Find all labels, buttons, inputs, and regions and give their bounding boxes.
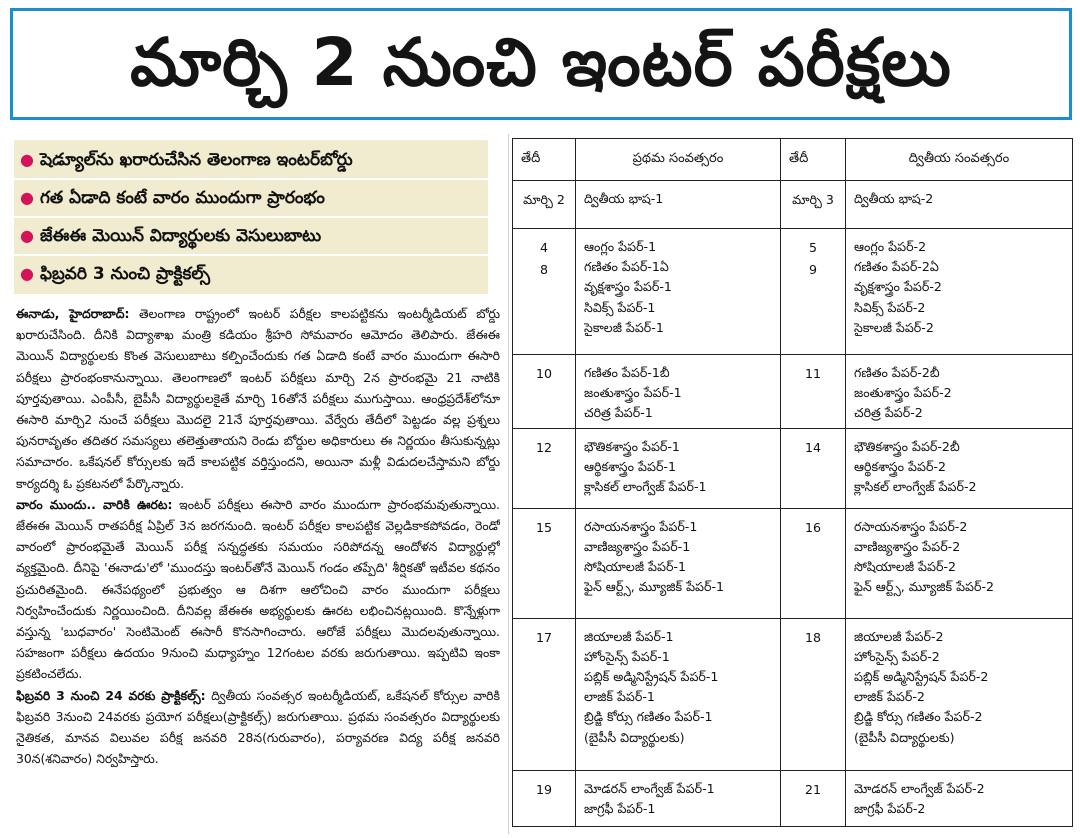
article-paragraph — [16, 494, 500, 685]
column-header: తేదీ — [513, 139, 576, 181]
subjects-cell — [576, 508, 781, 618]
subjects-cell — [846, 181, 1073, 229]
exam-subject: వృక్షశాస్త్రం పేపర్-2 — [854, 279, 942, 295]
subjects-cell — [576, 181, 781, 229]
exam-date: 9 — [808, 262, 817, 277]
exam-subject: మోడరన్ లాంగ్వేజ్ పేపర్-1 — [584, 780, 715, 796]
table-row — [513, 618, 1073, 770]
exam-subject: జియాలజీ పేపర్-1 — [584, 628, 674, 644]
date-cell — [781, 229, 846, 355]
date-cell — [781, 770, 846, 826]
exam-subject: మోడరన్ లాంగ్వేజ్ పేపర్-2 — [854, 780, 985, 796]
exam-subject: సోషియాలజీ పేపర్-1 — [584, 559, 686, 575]
exam-subject: సివిక్స్ పేపర్-2 — [854, 299, 926, 315]
subjects-cell — [846, 428, 1073, 508]
date-cell — [513, 355, 576, 429]
exam-subject: సైకాలజీ పేపర్-1 — [584, 319, 664, 335]
exam-subject: చరిత్ర పేపర్-1 — [584, 405, 653, 421]
exam-subject: హోంసైన్స్ పేపర్-1 — [584, 648, 670, 664]
exam-subject: పబ్లిక్ అడ్మినిస్ట్రేషన్ పేపర్-2 — [854, 669, 989, 685]
highlight-text: షెడ్యూల్‌ను ఖరారుచేసిన తెలంగాణ ఇంటర్‌బోర్డు — [39, 150, 353, 170]
subjects-cell — [846, 508, 1073, 618]
column-header: ప్రథమ సంవత్సరం — [576, 139, 781, 181]
exam-subject: ఫైన్ ఆర్ట్స్, మ్యూజిక్ పేపర్-1 — [584, 579, 725, 595]
date-cell — [781, 181, 846, 229]
date-cell — [513, 618, 576, 770]
subjects-cell — [846, 770, 1073, 826]
date-cell — [781, 428, 846, 508]
exam-subject: ఆర్థికశాస్త్రం పేపర్-1 — [584, 458, 676, 474]
bullet-dot-icon: ● — [20, 264, 34, 283]
table-row — [513, 770, 1073, 826]
exam-subject: లాజిక్ పేపర్-1 — [584, 689, 655, 705]
subjects-cell — [846, 618, 1073, 770]
exam-subject: రసాయనశాస్త్రం పేపర్-2 — [854, 518, 968, 534]
paragraph-text: తెలంగాణ రాష్ట్రంలో ఇంటర్ పరీక్షల కాలపట్టికను ఇంటర్మీడియట్ బోర్డు ఖరారుచేసింది. దీనికి విద్యాశాఖ మంత్రి కడియం శ్రీహరి సోమవారం ఆమోదం తెలిపారు. జేఈఈ మెయిన్ విద్యార్థులకు కొంత వెసులుబాటు కల్పించేందుకు గత ఏడాది కంటే వారం ముందుగా ఈసారి పరీక్షలు ప్రారంభంకానున్నాయి. తెలంగాణలో ఇంటర్ పరీక్షలు మార్చి 2న ప్రారంభమై 21 నాటికి పూర్తవుతాయి. ఎంపీసీ, బైపీసీ విద్యార్థులకైతే మార్చి 16తోనే పరీక్షలు ముగుస్తాయి. ఆంధ్రప్రదేశ్‌లోనూ ఈసారి మార్చి2 నుంచే పరీక్షలు మొదలై 21నే పూర్తవుతాయి. వేర్వేరు తేదీలో పెట్టడం వల్ల ప్రశ్నలు పునరావృతం తదితర సమస్యలు తలెత్తుతాయని రెండు బోర్డుల అధికారులు ఈ నిర్ణయం తీసుకున్నట్లు సమాచారం. ఒకేషనల్ కోర్సులకు ఇదే కాలపట్టిక వర్తిస్తుందని, అయినా మళ్లీ విడుదలచేస్తామని బోర్డు కార్యదర్శి ఓ ప్రకటనలో పేర్కొన్నారు. — [16, 306, 500, 491]
date-cell — [513, 229, 576, 355]
dateline: ఈనాడు, హైదరాబాద్: — [16, 306, 130, 321]
highlight-item — [20, 256, 484, 292]
subheading: ఫిబ్రవరి 3 నుంచి 24 వరకు ప్రాక్టికల్స్: — [16, 687, 206, 703]
subjects-cell — [576, 428, 781, 508]
exam-subject: గణితం పేపర్-2ఏ — [854, 259, 939, 275]
date-cell — [513, 508, 576, 618]
exam-subject: ఆంగ్లం పేపర్-1 — [584, 239, 657, 254]
exam-date: 8 — [539, 262, 548, 277]
table-header-row — [513, 139, 1073, 181]
date-cell — [781, 508, 846, 618]
highlight-text: గత ఏడాది కంటే వారం ముందుగా ప్రారంభం — [39, 188, 325, 208]
exam-date: 14 — [804, 439, 822, 455]
headline: మార్చి 2 నుంచి ఇంటర్ పరీక్షలు — [130, 24, 952, 101]
date-cell — [513, 181, 576, 229]
exam-date: 15 — [535, 519, 553, 535]
exam-date: మార్చి 3 — [792, 192, 834, 207]
exam-date: 11 — [804, 366, 822, 381]
date-cell — [781, 618, 846, 770]
exam-subject: క్లాసికల్ లాంగ్వేజ్ పేపర్-1 — [584, 479, 707, 495]
paragraph-text: ద్వితీయ సంవత్సర ఇంటర్మీడియట్, ఒకేషనల్ కోర్సుల వారికి ఫిబ్రవరి 3నుంచి 24వరకు ప్రయోగ పరీక్షలు(ప్రాక్టికల్స్) జరుగుతాయి. ప్రథమ సంవత్సరం విద్యార్థులకు నైతికత, మానవ విలువల పరీక్ష జనవరి 28న(గురువారం), పర్యావరణ విద్య పరీక్ష జనవరి 30న(శనివారం) నిర్వహిస్తారు. — [16, 687, 500, 767]
exam-subject: జాగ్రఫీ పేపర్-2 — [854, 800, 926, 816]
exam-date: 12 — [535, 439, 553, 455]
subjects-cell — [576, 229, 781, 355]
bullet-dot-icon: ● — [20, 150, 34, 169]
exam-subject: ద్వితీయ భాష-1 — [584, 191, 664, 206]
exam-subject: జాగ్రఫీ పేపర్-1 — [584, 800, 656, 816]
table-row — [513, 229, 1073, 355]
exam-subject: జంతుశాస్త్రం పేపర్-1 — [584, 385, 682, 401]
column-header: తేదీ — [781, 139, 846, 181]
exam-date: 19 — [535, 781, 553, 797]
exam-subject: రసాయనశాస్త్రం పేపర్-1 — [584, 518, 698, 534]
exam-date: 4 — [539, 240, 548, 255]
paragraph-text: ఇంటర్ పరీక్షలు ఈసారి వారం ముందుగా ప్రారంభమవుతున్నాయి. జేఈఈ మెయిన్ రాతపరీక్ష ఏప్రిల్ 3న జరగనుంది. ఇంటర్ పరీక్షల కాలపట్టిక వెల్లడికాకపోవడం, రెండో వారంలో ప్రారంభమైతే మెయిన్ పరీక్ష సన్నద్ధతకు సమయం సరిపోదన్న ఆందోళన విద్యార్థుల్లో వ్యక్తమైంది. దీనిపై 'ఈనాడు'లో 'ముందస్తు ఇంటర్‌తోనే మెయిన్ గండం తప్పేది' శీర్షికతో ఇటీవల కథనం ప్రచురితమైంది. ఈనేపథ్యంలో ప్రభుత్వం ఆ దిశగా ఆలోచించి వారం ముందుగా పరీక్షలు నిర్వహించేందుకు నిర్ణయించింది. దీనివల్ల జేఈఈ అభ్యర్థులకు ఊరట లభించినట్లయింది. కొన్నేళ్లుగా వస్తున్న 'బుధవారం' సెంటిమెంట్ ఈసారీ కొనసాగించారు. ఆరోజే పరీక్షలు మొదలవుతున్నాయి. సహజంగా పరీక్షలు ఉదయం 9నుంచి మధ్యాహ్నం 12గంటల వరకు జరుగుతాయి. ఇప్పటివి ఇంకా ప్రకటించలేదు. — [16, 496, 500, 682]
date-cell — [513, 770, 576, 826]
bullet-dot-icon: ● — [20, 188, 34, 207]
column-header: ద్వితీయ సంవత్సరం — [846, 139, 1073, 181]
exam-subject: గణితం పేపర్-1ఏ — [584, 259, 669, 275]
table-row — [513, 508, 1073, 618]
highlight-text: ఫిబ్రవరి 3 నుంచి ప్రాక్టికల్స్ — [39, 264, 211, 284]
exam-subject: ఆర్థికశాస్త్రం పేపర్-2 — [854, 458, 946, 474]
headline-box — [10, 8, 1072, 120]
article-paragraph — [16, 685, 500, 770]
exam-subject: గణితం పేపర్-1బీ — [584, 365, 670, 380]
date-cell — [513, 428, 576, 508]
highlight-item — [20, 142, 484, 178]
exam-date: 21 — [804, 781, 822, 797]
subheading: వారం ముందు.. వారికి ఊరట: — [16, 496, 173, 512]
exam-subject: సివిక్స్ పేపర్-1 — [584, 299, 656, 315]
highlights-box — [14, 140, 488, 294]
exam-subject: లాజిక్ పేపర్-2 — [854, 689, 925, 705]
subjects-cell — [846, 355, 1073, 429]
article-paragraph — [16, 303, 500, 494]
exam-subject: క్లాసికల్ లాంగ్వేజ్ పేపర్-2 — [854, 479, 977, 495]
exam-subject: పబ్లిక్ అడ్మినిస్ట్రేషన్ పేపర్-1 — [584, 669, 719, 685]
subjects-cell — [576, 355, 781, 429]
exam-subject: ఆంగ్లం పేపర్-2 — [854, 239, 927, 254]
exam-subject: బ్రిడ్జి కోర్సు గణితం పేపర్-2 — [854, 709, 983, 725]
exam-date: 17 — [535, 629, 553, 645]
table-row — [513, 428, 1073, 508]
exam-subject: చరిత్ర పేపర్-2 — [854, 405, 923, 421]
exam-date: మార్చి 2 — [523, 192, 565, 207]
exam-subject: వాణిజ్యశాస్త్రం పేపర్-1 — [584, 538, 691, 554]
subjects-cell — [846, 229, 1073, 355]
highlight-text: జేఈఈ మెయిన్ విద్యార్థులకు వెసులుబాటు — [39, 226, 322, 246]
table-row — [513, 355, 1073, 429]
exam-subject: వృక్షశాస్త్రం పేపర్-1 — [584, 279, 672, 295]
article-body — [16, 303, 500, 833]
exam-subject: భౌతికశాస్త్రం పేపర్-1 — [584, 438, 680, 454]
exam-subject: జియాలజీ పేపర్-2 — [854, 628, 944, 644]
bullet-dot-icon: ● — [20, 226, 34, 245]
exam-subject: జంతుశాస్త్రం పేపర్-2 — [854, 385, 952, 401]
exam-date: 16 — [804, 519, 822, 535]
exam-schedule-table — [512, 138, 1073, 827]
exam-subject: భౌతికశాస్త్రం పేపర్-2బీ — [854, 438, 960, 454]
subjects-cell — [576, 618, 781, 770]
table-row — [513, 181, 1073, 229]
column-divider — [508, 134, 509, 834]
exam-date: 10 — [535, 366, 553, 381]
exam-subject: (బైపీసీ విద్యార్థులకు) — [854, 729, 955, 745]
exam-subject: ద్వితీయ భాష-2 — [854, 191, 934, 206]
highlight-item — [20, 180, 484, 216]
subjects-cell — [576, 770, 781, 826]
exam-subject: వాణిజ్యశాస్త్రం పేపర్-2 — [854, 538, 961, 554]
exam-subject: బ్రిడ్జి కోర్సు గణితం పేపర్-1 — [584, 709, 713, 725]
exam-date: 5 — [808, 240, 817, 255]
exam-subject: హోంసైన్స్ పేపర్-2 — [854, 648, 940, 664]
exam-subject: గణితం పేపర్-2బీ — [854, 365, 940, 380]
exam-subject: ఫైన్ ఆర్ట్స్, మ్యూజిక్ పేపర్-2 — [854, 579, 995, 595]
exam-subject: సైకాలజీ పేపర్-2 — [854, 319, 934, 335]
exam-subject: (బైపీసీ విద్యార్థులకు) — [584, 729, 685, 745]
exam-subject: సోషియాలజీ పేపర్-2 — [854, 559, 956, 575]
exam-date: 18 — [804, 629, 822, 645]
highlight-item — [20, 218, 484, 254]
date-cell — [781, 355, 846, 429]
